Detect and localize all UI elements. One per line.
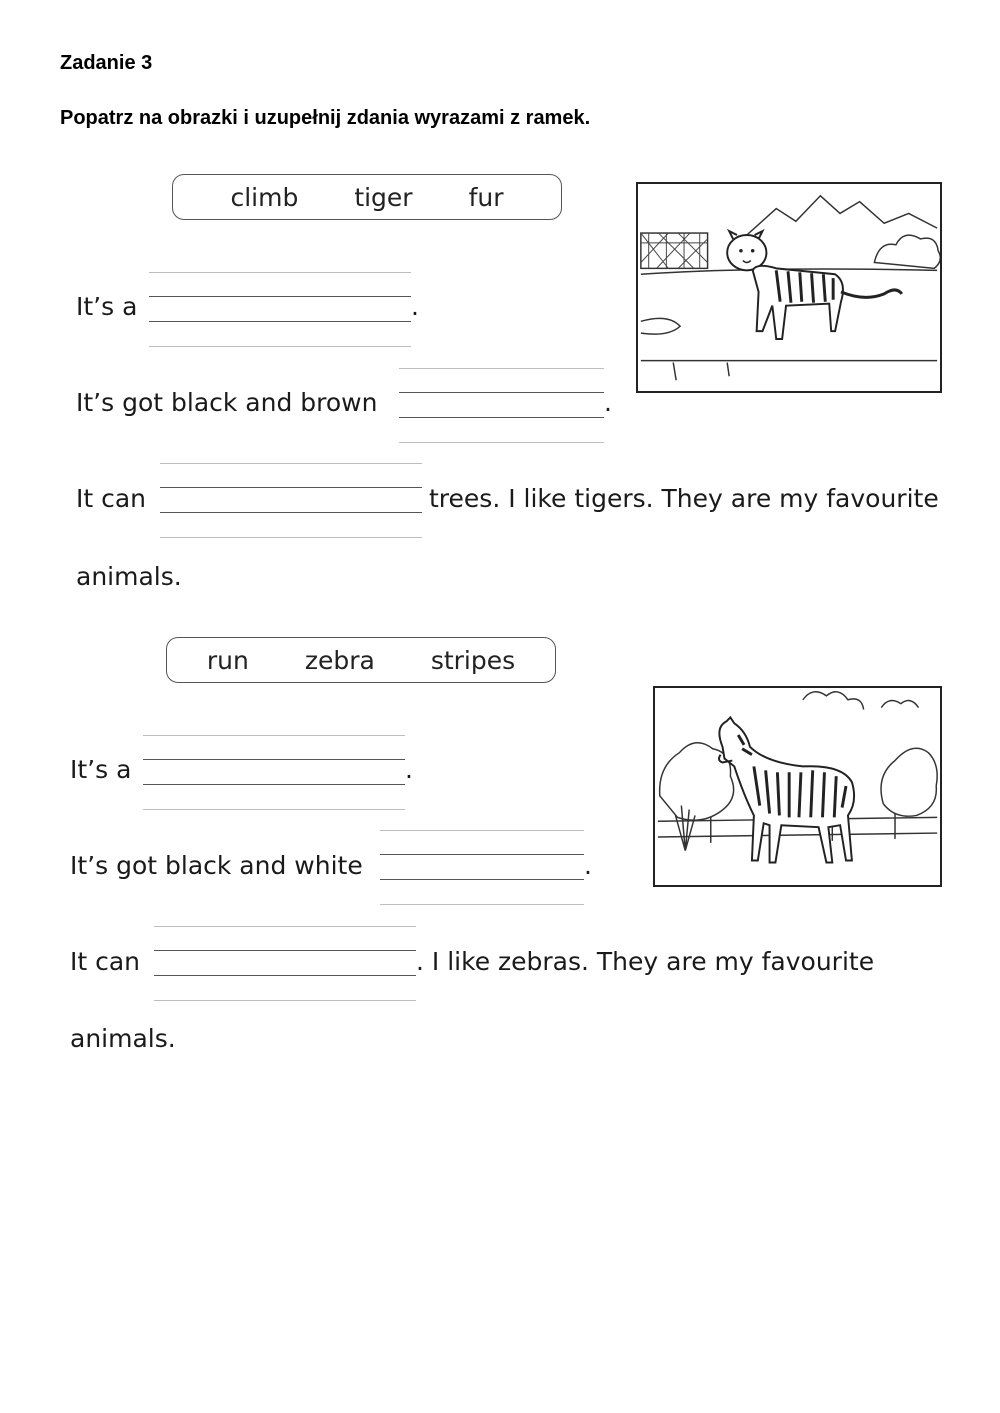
answer-input-tiger-3[interactable]: [160, 485, 422, 511]
answer-blank: [380, 830, 584, 906]
zebra-illustration: [655, 688, 940, 885]
sentence-suffix: .: [405, 755, 413, 784]
word-bank-item: run: [206, 645, 249, 675]
word-bank-item: stripes: [430, 645, 516, 675]
sentence-suffix: .: [411, 292, 419, 321]
sentence-suffix: .: [584, 851, 592, 880]
sentence-prefix: It’s got black and white: [70, 851, 363, 880]
answer-blank: [154, 926, 416, 1002]
task-instruction: Popatrz na obrazki i uzupełnij zdania wyrazami z ramek.: [60, 107, 591, 129]
sentence-end: animals.: [70, 1024, 176, 1053]
answer-input-zebra-2[interactable]: [380, 852, 584, 878]
task-title: Zadanie 3: [60, 52, 153, 74]
sentence-suffix: . I like zebras. They are my favourite: [416, 947, 875, 976]
answer-input-zebra-3[interactable]: [154, 948, 416, 974]
tiger-illustration: [638, 184, 940, 391]
word-box-2: [166, 637, 556, 683]
word-box-1: [172, 174, 562, 220]
sentence-end: animals.: [76, 562, 182, 591]
answer-input-tiger-2[interactable]: [399, 390, 604, 416]
zebra-picture: [653, 686, 942, 887]
answer-blank: [143, 735, 405, 811]
word-bank-item: zebra: [304, 645, 375, 675]
answer-input-zebra-1[interactable]: [143, 757, 405, 783]
sentence-prefix: It’s got black and brown: [76, 388, 378, 417]
answer-blank: [399, 368, 604, 444]
answer-input-tiger-1[interactable]: [149, 294, 411, 320]
answer-blank: [160, 463, 422, 539]
word-bank-item: fur: [468, 182, 504, 212]
sentence-prefix: It can: [76, 484, 147, 513]
sentence-prefix: It can: [70, 947, 141, 976]
sentence-prefix: It’s a: [76, 292, 138, 321]
sentence-prefix: It’s a: [70, 755, 132, 784]
word-bank-item: tiger: [354, 182, 413, 212]
sentence-suffix: trees. I like tigers. They are my favourite: [429, 484, 939, 513]
word-bank-item: climb: [230, 182, 299, 212]
sentence-suffix: .: [604, 388, 612, 417]
tiger-picture: [636, 182, 942, 393]
answer-blank: [149, 272, 411, 348]
